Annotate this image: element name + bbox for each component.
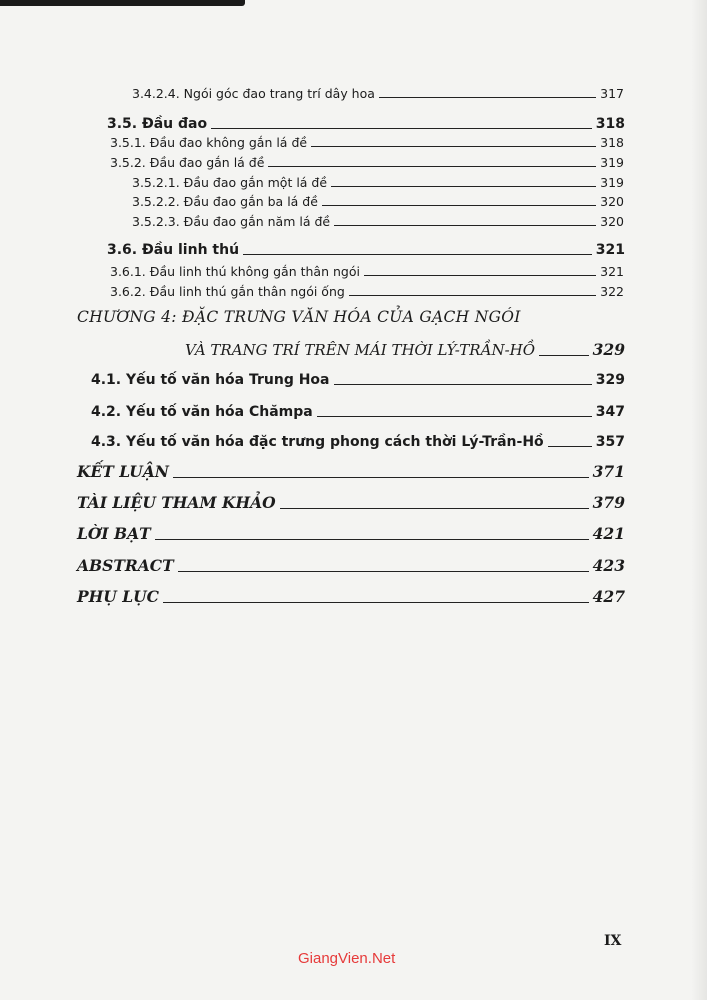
- dot-leader: [548, 446, 592, 447]
- toc-entry: [132, 214, 624, 229]
- toc-entry-label: 3.4.2.4. Ngói góc đao trang trí dây hoa: [132, 86, 375, 101]
- dot-leader: [311, 146, 596, 147]
- toc-entry-label: 4.1. Yếu tố văn hóa Trung Hoa: [91, 372, 330, 388]
- dot-leader: [379, 97, 596, 98]
- toc-entry-label: 3.6. Đầu linh thú: [107, 242, 240, 258]
- dot-leader: [268, 166, 596, 167]
- dot-leader: [322, 205, 596, 206]
- dot-leader: [334, 384, 592, 385]
- toc-entry-page: 329: [592, 340, 625, 359]
- toc-major-entry: [77, 462, 625, 481]
- toc-entry-page: 423: [592, 556, 625, 575]
- chapter-heading: CHƯƠNG 4: ĐẶC TRƯNG VĂN HÓA CỦA GẠCH NGÓI: [77, 308, 521, 326]
- dot-leader: [317, 416, 592, 417]
- toc-major-entry: [77, 556, 625, 575]
- toc-entry-label: PHỤ LỤC: [77, 587, 159, 606]
- dot-leader: [211, 128, 592, 129]
- dot-leader: [331, 186, 596, 187]
- toc-entry-label: TÀI LIỆU THAM KHẢO: [77, 493, 276, 512]
- toc-entry-label: 3.5.2. Đầu đao gắn lá đề: [110, 155, 265, 170]
- toc-entry-label: KẾT LUẬN: [77, 462, 169, 481]
- dot-leader: [178, 571, 589, 572]
- toc-entry-page: 321: [600, 264, 624, 279]
- toc-entry: [110, 135, 624, 150]
- chapter-heading-continuation: [77, 340, 625, 359]
- toc-entry-page: 322: [600, 284, 624, 299]
- toc-entry-page: 319: [600, 175, 624, 190]
- toc-entry-label: 3.6.2. Đầu linh thú gắn thân ngói ống: [110, 284, 345, 299]
- toc-entry: [132, 194, 624, 209]
- toc-entry-label: 3.5. Đầu đao: [107, 116, 208, 132]
- toc-major-entry: [77, 493, 625, 512]
- toc-entry-page: 329: [595, 372, 625, 388]
- watermark-text: GiangVien.Net: [298, 950, 396, 967]
- toc-entry: [110, 155, 624, 170]
- toc-entry-page: 319: [600, 155, 624, 170]
- dot-leader: [173, 477, 589, 478]
- toc-entry-label: 3.5.2.1. Đầu đao gắn một lá đề: [132, 175, 328, 190]
- toc-entry-label: 4.3. Yếu tố văn hóa đặc trưng phong cách thời Lý-Trần-Hồ: [91, 434, 544, 450]
- dot-leader: [243, 254, 592, 255]
- toc-major-entry: [77, 587, 625, 606]
- toc-entry: [132, 175, 624, 190]
- toc-entry-label: 3.5.2.3. Đầu đao gắn năm lá đề: [132, 214, 331, 229]
- toc-entry-label: VÀ TRANG TRÍ TRÊN MÁI THỜI LÝ-TRẦN-HỒ: [185, 341, 536, 359]
- dot-leader: [539, 355, 589, 356]
- toc-entry-page: 320: [600, 194, 624, 209]
- dot-leader: [349, 295, 596, 296]
- dot-leader: [280, 508, 589, 509]
- toc-entry-label: ABSTRACT: [77, 556, 174, 575]
- toc-entry-page: 318: [595, 116, 625, 132]
- toc-entry-page: 320: [600, 214, 624, 229]
- toc-entry-label: 4.2. Yếu tố văn hóa Chămpa: [91, 404, 313, 420]
- toc-entry-page: 427: [592, 587, 625, 606]
- toc-entry-page: 318: [600, 135, 624, 150]
- toc-section-entry: [107, 116, 625, 132]
- toc-entry-page: 357: [595, 434, 625, 450]
- toc-entry: [132, 86, 624, 101]
- toc-entry-page: 421: [592, 524, 625, 543]
- toc-section-entry: [107, 242, 625, 258]
- toc-entry: [110, 264, 624, 279]
- toc-section-entry: [91, 434, 625, 450]
- toc-entry-page: 347: [595, 404, 625, 420]
- toc-entry-page: 371: [592, 462, 625, 481]
- toc-section-entry: [91, 372, 625, 388]
- toc-major-entry: [77, 524, 625, 543]
- page-number: IX: [604, 933, 622, 949]
- toc-entry: [110, 284, 624, 299]
- dot-leader: [334, 225, 596, 226]
- toc-entry-label: 3.6.1. Đầu linh thú không gắn thân ngói: [110, 264, 360, 279]
- dot-leader: [364, 275, 596, 276]
- toc-entry-page: 379: [592, 493, 625, 512]
- toc-entry-page: 321: [595, 242, 625, 258]
- toc-entry-page: 317: [600, 86, 624, 101]
- toc-entry-label: LỜI BẠT: [77, 524, 151, 543]
- dot-leader: [155, 539, 589, 540]
- toc-entry-label: 3.5.1. Đầu đao không gắn lá đề: [110, 135, 308, 150]
- toc-section-entry: [91, 404, 625, 420]
- dot-leader: [163, 602, 589, 603]
- toc-entry-label: 3.5.2.2. Đầu đao gắn ba lá đề: [132, 194, 318, 209]
